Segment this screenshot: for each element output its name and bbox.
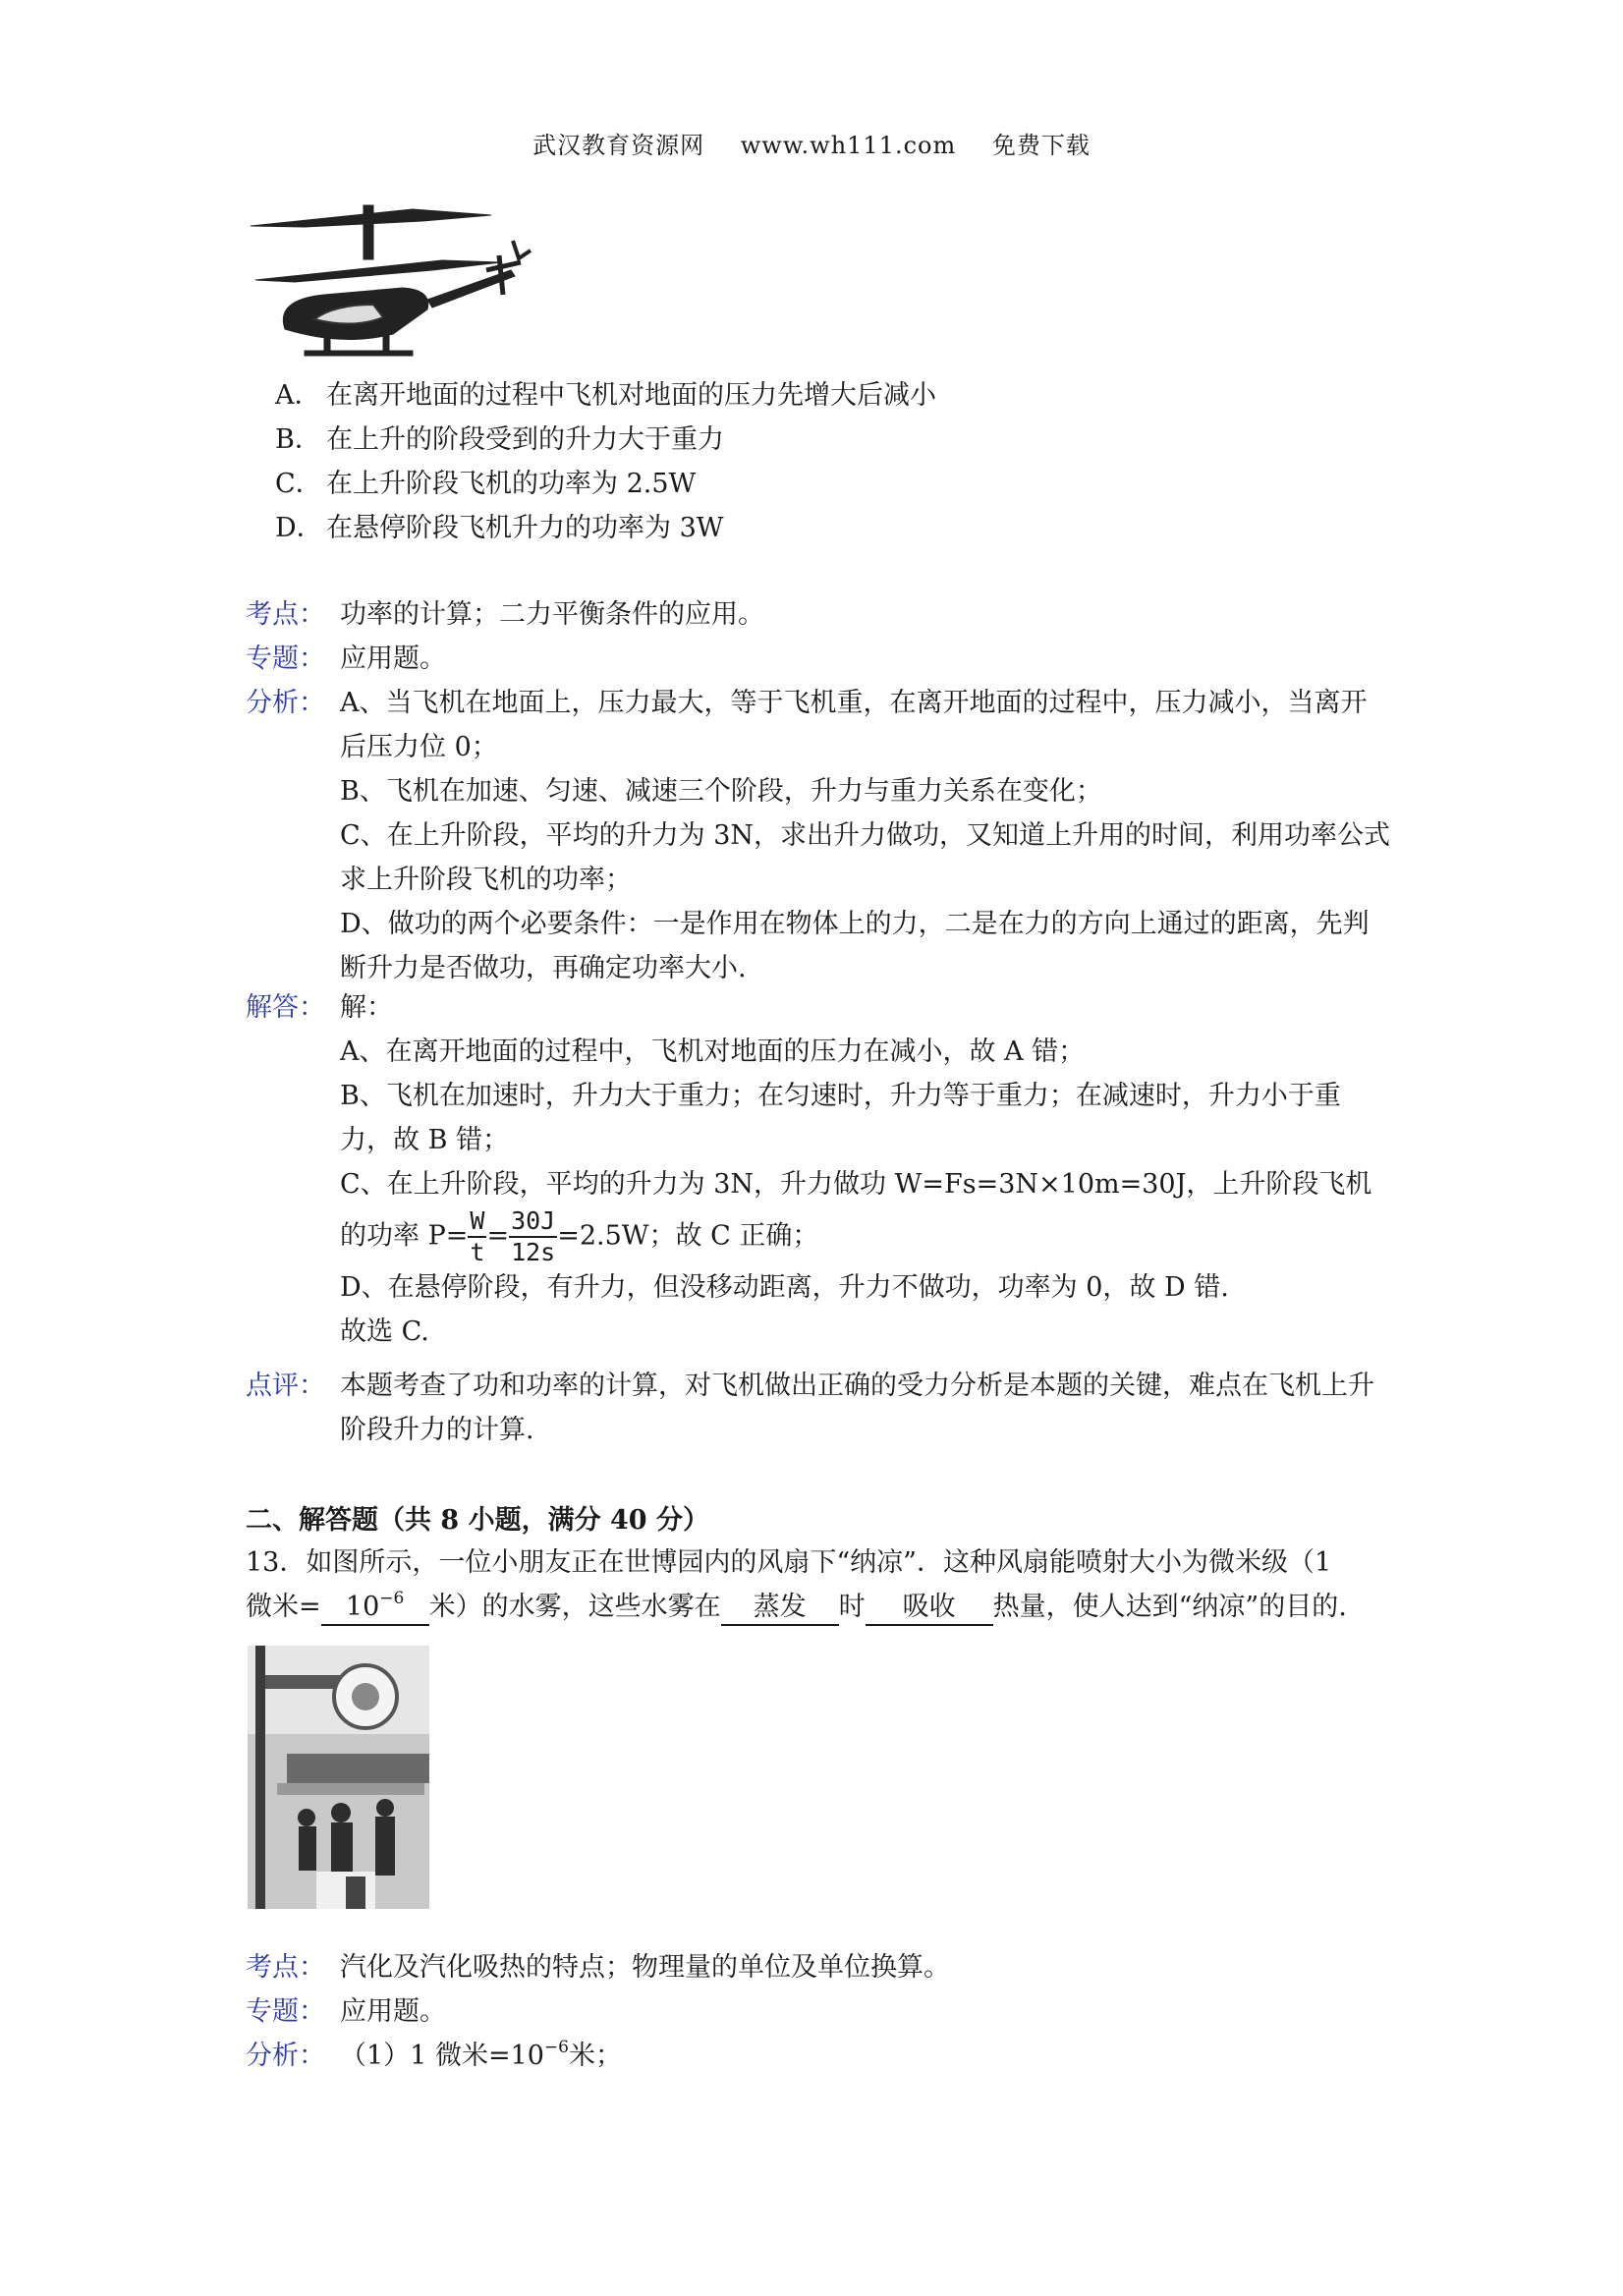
- jieda-a: A、在离开地面的过程中，飞机对地面的压力在减小，故 A 错；: [340, 1036, 1086, 1067]
- question-13: [246, 1540, 1395, 1629]
- answer-options: [275, 373, 936, 550]
- jieda-label: 解答：: [246, 992, 325, 1023]
- option-b: B． 在上升的阶段受到的升力大于重力: [275, 424, 724, 455]
- header-url[interactable]: www.wh111.com: [740, 132, 957, 159]
- q12-zhuanti: 专题： 应用题。: [246, 637, 1395, 681]
- fenxi-label: 分析：: [246, 2041, 325, 2071]
- kaodian-label: 考点：: [246, 599, 325, 630]
- blank-3: 吸收: [866, 1591, 993, 1626]
- q13-fenxi: 分析： （1）1 微米$=10^{-6}$米；: [246, 2034, 1395, 2078]
- q12-jieda: 解答： 解： A、在离开地面的过程中，飞机对地面的压力在减小，故 A 错； B、飞机在加速时，升力大于重力；在匀速时，升力等于重力；在减速时，升力小于重力，故 B 错； C、在上升阶段，平均的升力为 3N，升力做功 W=Fs=3N×10m=30J，上升阶段飞机 的功率 P= $\frac{W}{t}$ = $\frac{30J}{12s}$ =2.5W；故 C 正确； D、在悬停阶段，有升力，但没移动距离，升力不做功，功率为 0，故 D 错. 故选 C.: [246, 985, 1395, 1354]
- jieda-b: B、飞机在加速时，升力大于重力；在匀速时，升力等于重力；在减速时，升力小于重力，故 B 错；: [340, 1081, 1341, 1155]
- header-tagline: 免费下载: [991, 132, 1091, 159]
- q13-stem-line1: 13．如图所示，一位小朋友正在世博园内的风扇下“纳凉”．这种风扇能喷射大小为微米级（1: [246, 1547, 1332, 1578]
- fenxi-b: B、飞机在加速、匀速、减速三个阶段，升力与重力关系在变化；: [340, 776, 1102, 807]
- helicopter-figure: [246, 201, 540, 359]
- jieda-c: C、在上升阶段，平均的升力为 3N，升力做功 W=Fs=3N×10m=30J，上升阶段飞机: [340, 1169, 1372, 1200]
- fan-mist-photo: [248, 1646, 429, 1909]
- fraction-30j-over-12s: $\frac{30J}{12s}$: [511, 1206, 556, 1266]
- blank-1: $10^{-6}$: [321, 1591, 429, 1626]
- zhuanti-label: 专题：: [246, 1996, 325, 2027]
- q13-zhuanti: 专题： 应用题。: [246, 1989, 1395, 2034]
- page-header: [0, 126, 1623, 160]
- fenxi-label: 分析：: [246, 688, 325, 718]
- section-title: 二、解答题（共 8 小题，满分 40 分）: [246, 1505, 709, 1536]
- jieda-end: 故选 C.: [340, 1316, 429, 1347]
- dianping-label: 点评：: [246, 1371, 325, 1401]
- q13-kaodian: 考点： 汽化及汽化吸热的特点；物理量的单位及单位换算。: [246, 1945, 1395, 1989]
- q12-dianping: 点评： 本题考查了功和功率的计算，对飞机做出正确的受力分析是本题的关键，难点在飞机上升阶段升力的计算.: [246, 1364, 1395, 1452]
- q12-fenxi: [246, 681, 1395, 990]
- fraction-w-over-t: $\frac{W}{t}$: [470, 1206, 485, 1266]
- option-c: C． 在上升阶段飞机的功率为 2.5W: [275, 469, 697, 499]
- option-a: A． 在离开地面的过程中飞机对地面的压力先增大后减小: [275, 380, 936, 411]
- zhuanti-label: 专题：: [246, 644, 325, 674]
- fenxi-d: D、做功的两个必要条件：一是作用在物体上的力，二是在力的方向上通过的距离，先判断升力是否做功，再确定功率大小.: [340, 909, 1370, 983]
- jieda-d: D、在悬停阶段，有升力，但没移动距离，升力不做功，功率为 0，故 D 错.: [340, 1272, 1229, 1303]
- blank-2: 蒸发: [721, 1591, 839, 1626]
- q12-kaodian: 考点： 功率的计算；二力平衡条件的应用。: [246, 592, 1395, 637]
- fenxi-a: A、当飞机在地面上，压力最大，等于飞机重，在离开地面的过程中，压力减小，当离开后压力位 0；: [340, 688, 1368, 762]
- fenxi-c: C、在上升阶段，平均的升力为 3N，求出升力做功，又知道上升用的时间，利用功率公式求上升阶段飞机的功率；: [340, 820, 1391, 895]
- option-d: D． 在悬停阶段飞机升力的功率为 3W: [275, 513, 724, 543]
- header-site-name: 武汉教育资源网: [532, 132, 705, 159]
- jieda-c-formula: 的功率 P= $\frac{W}{t}$ = $\frac{30J}{12s}$ =2.5W；故 C 正确；: [340, 1206, 819, 1266]
- kaodian-label: 考点：: [246, 1952, 325, 1983]
- q13-stem-line2: 微米= $10^{-6}$ 米）的水雾，这些水雾在 蒸发 时 吸收 热量，使人达到“纳凉”的目的.: [246, 1585, 1395, 1629]
